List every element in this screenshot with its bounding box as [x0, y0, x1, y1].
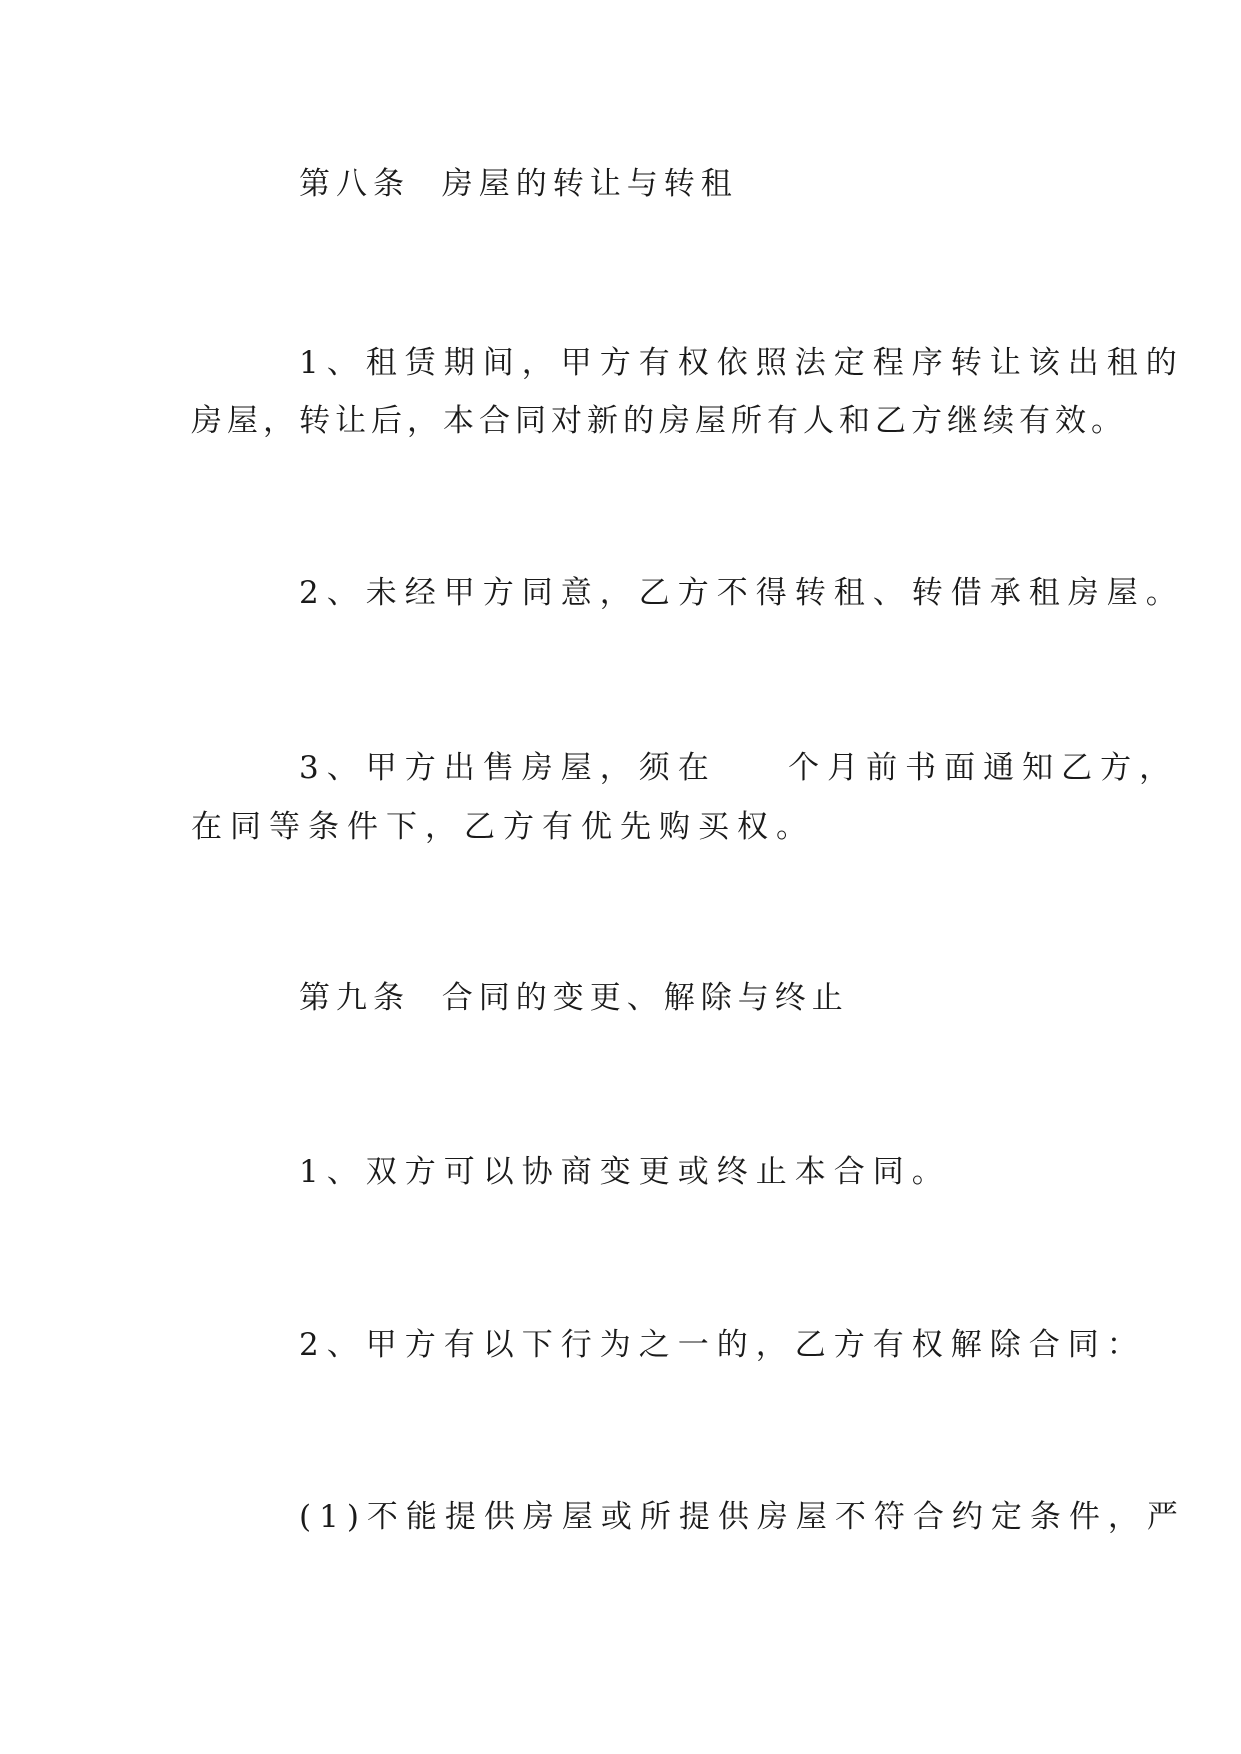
article-8-item-3-line-2: 在同等条件下，乙方有优先购买权。 — [191, 809, 815, 845]
article-9-item-2: 2、甲方有以下行为之一的，乙方有权解除合同： — [299, 1327, 1146, 1363]
article-9-item-2-sub-1: (1)不能提供房屋或所提供房屋不符合约定条件，严 — [299, 1499, 1186, 1535]
article-8-item-1-line-2: 房屋，转让后，本合同对新的房屋所有人和乙方继续有效。 — [191, 403, 1127, 439]
article-8-heading: 第八条 房屋的转让与转租 — [299, 166, 738, 202]
article-9-heading: 第九条 合同的变更、解除与终止 — [299, 980, 849, 1016]
article-8-item-2: 2、未经甲方同意，乙方不得转租、转借承租房屋。 — [299, 575, 1185, 611]
article-8-item-1-line-1: 1、租赁期间，甲方有权依照法定程序转让该出租的 — [299, 345, 1185, 381]
article-8-item-3-line-1: 3、甲方出售房屋，须在 个月前书面通知乙方， — [299, 750, 1179, 786]
article-9-item-1: 1、双方可以协商变更或终止本合同。 — [299, 1154, 951, 1190]
